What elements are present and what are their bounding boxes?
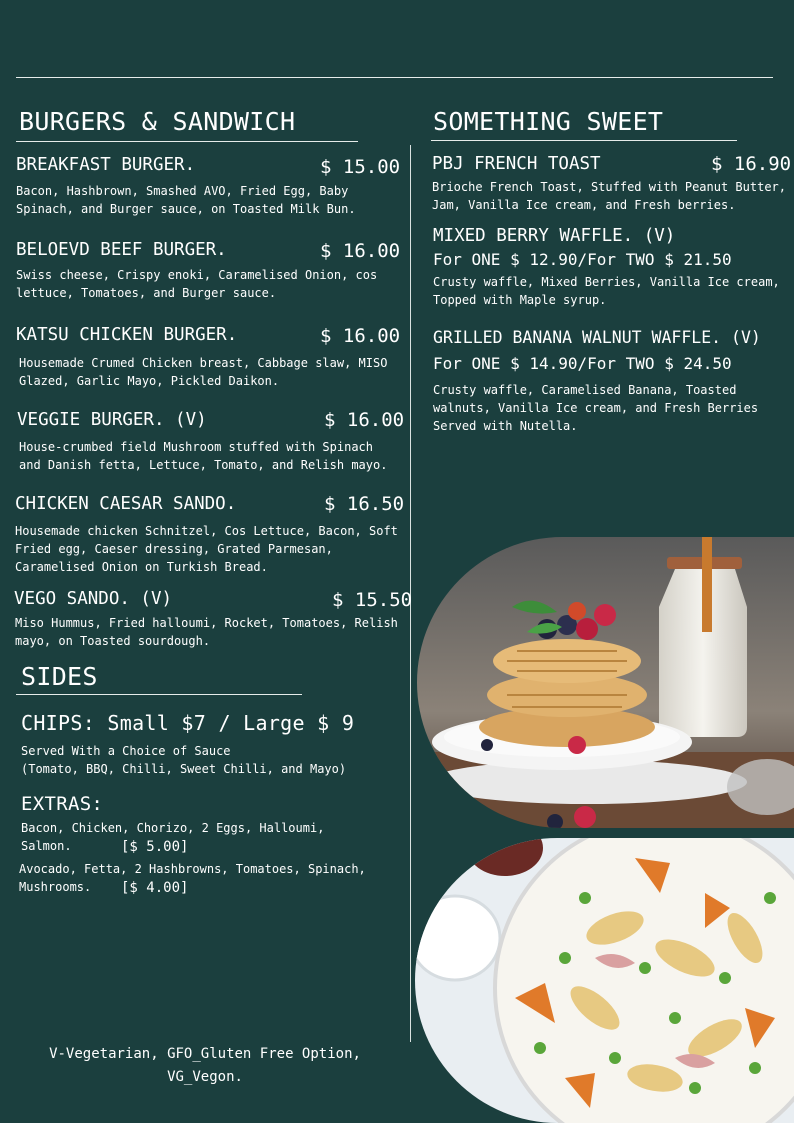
menu-item-desc: Housemade chicken Schnitzel, Cos Lettuce, Bacon, Soft Fried egg, Caeser dressing, Grated Parmesan, Caramelised Onion on Turkish Bread. [15,524,398,574]
menu-item-desc: Swiss cheese, Crispy enoki, Caramelised Onion, cos lettuce, Tomatoes, and Burger sauce. [16,268,378,300]
chips-desc: Served With a Choice of Sauce (Tomato, BBQ, Chilli, Sweet Chilli, and Mayo) [21,744,347,776]
section-rule [16,141,358,142]
extras-group: Avocado, Fetta, 2 Hashbrowns, Tomatoes, Spinach, Mushrooms. [19,862,366,894]
menu-item-desc: Brioche French Toast, Stuffed with Peanut Butter, Jam, Vanilla Ice cream, and Fresh berries. [432,180,787,212]
menu-item-desc: Crusty waffle, Caramelised Banana, Toasted walnuts, Vanilla Ice cream, and Fresh Berries Served with Nutella. [433,383,759,433]
menu-item-price: $ 15.50 [332,589,413,611]
section-title-burgers: BURGERS & SANDWICH [19,107,296,136]
section-rule [16,694,302,695]
menu-item-price: $ 15.00 [320,156,401,178]
menu-item-price: $ 16.00 [324,409,405,431]
extras-group: Bacon, Chicken, Chorizo, 2 Eggs, Halloumi, Salmon. [21,821,325,853]
menu-item-name: BREAKFAST BURGER. [16,155,196,175]
menu-item-price: For ONE $ 12.90/For TWO $ 21.50 [433,250,732,269]
menu-item-price: $ 16.00 [320,325,401,347]
menu-item-name: VEGGIE BURGER. (V) [17,410,207,430]
menu-item-desc: Crusty waffle, Mixed Berries, Vanilla Ice cream, Topped with Maple syrup. [433,275,780,307]
menu-item-price: For ONE $ 14.90/For TWO $ 24.50 [433,354,732,373]
menu-item-name: MIXED BERRY WAFFLE. (V) [433,226,676,246]
menu-item-desc: House-crumbed field Mushroom stuffed with Spinach and Danish fetta, Lettuce, Tomato, and Relish mayo. [19,440,388,472]
section-title-sides: SIDES [21,662,98,691]
extras-title: EXTRAS: [21,793,104,815]
menu-item-name: CHICKEN CAESAR SANDO. [15,494,237,514]
menu-item-desc: Miso Hummus, Fried halloumi, Rocket, Tomatoes, Relish mayo, on Toasted sourdough. [15,616,398,648]
top-divider [16,77,773,78]
waffle-stack-photo [417,537,794,828]
menu-item-name: PBJ FRENCH TOAST [432,154,601,174]
menu-item-desc: Housemade Crumed Chicken breast, Cabbage slaw, MISO Glazed, Garlic Mayo, Pickled Daikon. [19,356,388,388]
menu-item-price: $ 16.50 [324,493,405,515]
menu-item-name: KATSU CHICKEN BURGER. [16,325,238,345]
menu-item-price: $ 16.00 [320,240,401,262]
menu-item-desc: Bacon, Hashbrown, Smashed AVO, Fried Egg, Baby Spinach, and Burger sauce, on Toasted Milk Bun. [16,184,356,216]
section-title-sweet: SOMETHING SWEET [433,107,664,136]
pasta-salad-photo [415,838,794,1123]
section-rule [431,140,737,141]
menu-item-name: GRILLED BANANA WALNUT WAFFLE. (V) [433,328,761,347]
menu-item-name: BELOEVD BEEF BURGER. [16,240,227,260]
menu-item-name: VEGO SANDO. (V) [14,589,173,609]
extras-price: [$ 4.00] [121,880,189,896]
legend-footer: V-Vegetarian, GFO_Gluten Free Option, VG_Vegon. [49,1046,361,1085]
menu-item-price: $ 16.90 [711,153,792,175]
extras-price: [$ 5.00] [121,839,189,855]
chips-name: CHIPS: Small $7 / Large $ 9 [21,711,355,735]
